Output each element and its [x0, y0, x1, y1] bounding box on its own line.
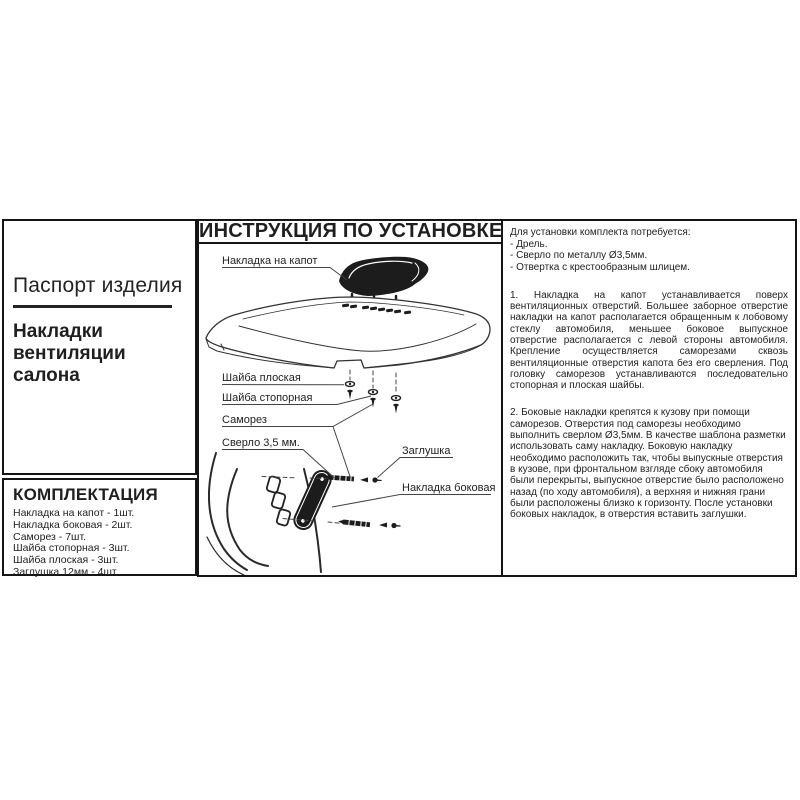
tool-item: - Сверло по металлу Ø3,5мм. — [510, 250, 648, 262]
washers — [346, 382, 401, 401]
side-body-drawing — [207, 453, 400, 575]
kit-item: Заглушка 12мм - 4шт. — [13, 565, 119, 578]
passport-divider — [13, 305, 172, 308]
diagram-panel — [197, 219, 503, 577]
fender-bottom-curve — [207, 537, 244, 575]
hood-drawing — [206, 257, 490, 414]
instructions-title: ИНСТРУКЦИЯ ПО УСТАНОВКЕ — [199, 220, 503, 242]
product-name-line1: Накладки — [13, 321, 103, 342]
plug-part — [391, 523, 396, 528]
product-name — [13, 321, 187, 387]
pillar-inner-curve — [227, 469, 268, 566]
tools-intro: Для установки комплекта потребуется: — [510, 227, 691, 238]
passport-panel — [2, 219, 197, 475]
label-flat-washer: Шайба плоская — [222, 372, 301, 384]
kit-panel — [2, 478, 197, 576]
exploded-view-diagram — [199, 244, 501, 575]
kit-item: Шайба плоская - 3шт. — [13, 554, 119, 567]
insert-arrow — [379, 523, 387, 528]
label-lock-washer: Шайба стопорная — [222, 392, 313, 404]
kit-list — [13, 508, 187, 579]
label-screw: Саморез — [222, 414, 267, 426]
leader-side-cover — [332, 495, 491, 508]
step-2-paragraph: 2. Боковые накладки крепятся к кузову при помощи саморезов. Отверстия под саморезы необходимо выполнить сверлом Ø3,5мм. В качестве шаблона разметки использовать саму накладку. Боковую накладку необходимо расположить так, чтобы выпускные отверстия в кузове, при фронтальном взгляде сбоку автомобиля были перекрыты, выпускное отверстие было расположено назад (по ходу автомобиля), а верхняя и нижняя грани были расположены близко к горизонту. После установки боковых накладок, в отверстия вставить заглушки. — [510, 407, 786, 521]
manual-panel — [503, 219, 797, 577]
kit-item: Шайба стопорная - 3шт. — [13, 542, 130, 555]
kit-item: Саморез - 7шт. — [13, 530, 87, 543]
screw-horizontal — [338, 519, 370, 527]
kit-item: Накладка на капот - 1шт. — [13, 507, 135, 519]
label-drill: Сверло 3,5 мм. — [222, 437, 300, 449]
tool-item: - Дрель. — [510, 238, 548, 250]
kit-item: Накладка боковая - 2шт. — [13, 518, 133, 531]
label-plug: Заглушка — [402, 445, 451, 457]
leader-plug — [378, 458, 454, 478]
product-name-line2: вентиляции салона — [13, 343, 126, 386]
tool-item: - Отвертка с крестообразным шлицем. — [510, 262, 690, 274]
insert-arrow — [360, 477, 368, 482]
passport-title: Паспорт изделия — [13, 274, 183, 297]
label-side-cover: Накладка боковая — [402, 482, 496, 494]
step-1-paragraph: 1. Накладка на капот устанавливается поверх вентиляционных отверстий. Большее заборное отверстие накладки на капот располагается обращенным к лобовому стеклу автомобиля, меньшее боковое выпускное отверстие располагается с левой стороны автомобиля. Крепление осуществляется саморезами сквозь вентиляционные отверстия капота без его сверления. Под головку саморезов устанавливаются последовательно стопорная и плоская шайбы. — [510, 289, 788, 392]
leader-hood-cover — [222, 268, 347, 281]
leader-screw-lower — [333, 427, 350, 477]
label-hood-cover: Накладка на капот — [222, 255, 318, 267]
kit-title: КОМПЛЕКТАЦИЯ — [13, 485, 158, 504]
plug-part — [372, 477, 377, 482]
